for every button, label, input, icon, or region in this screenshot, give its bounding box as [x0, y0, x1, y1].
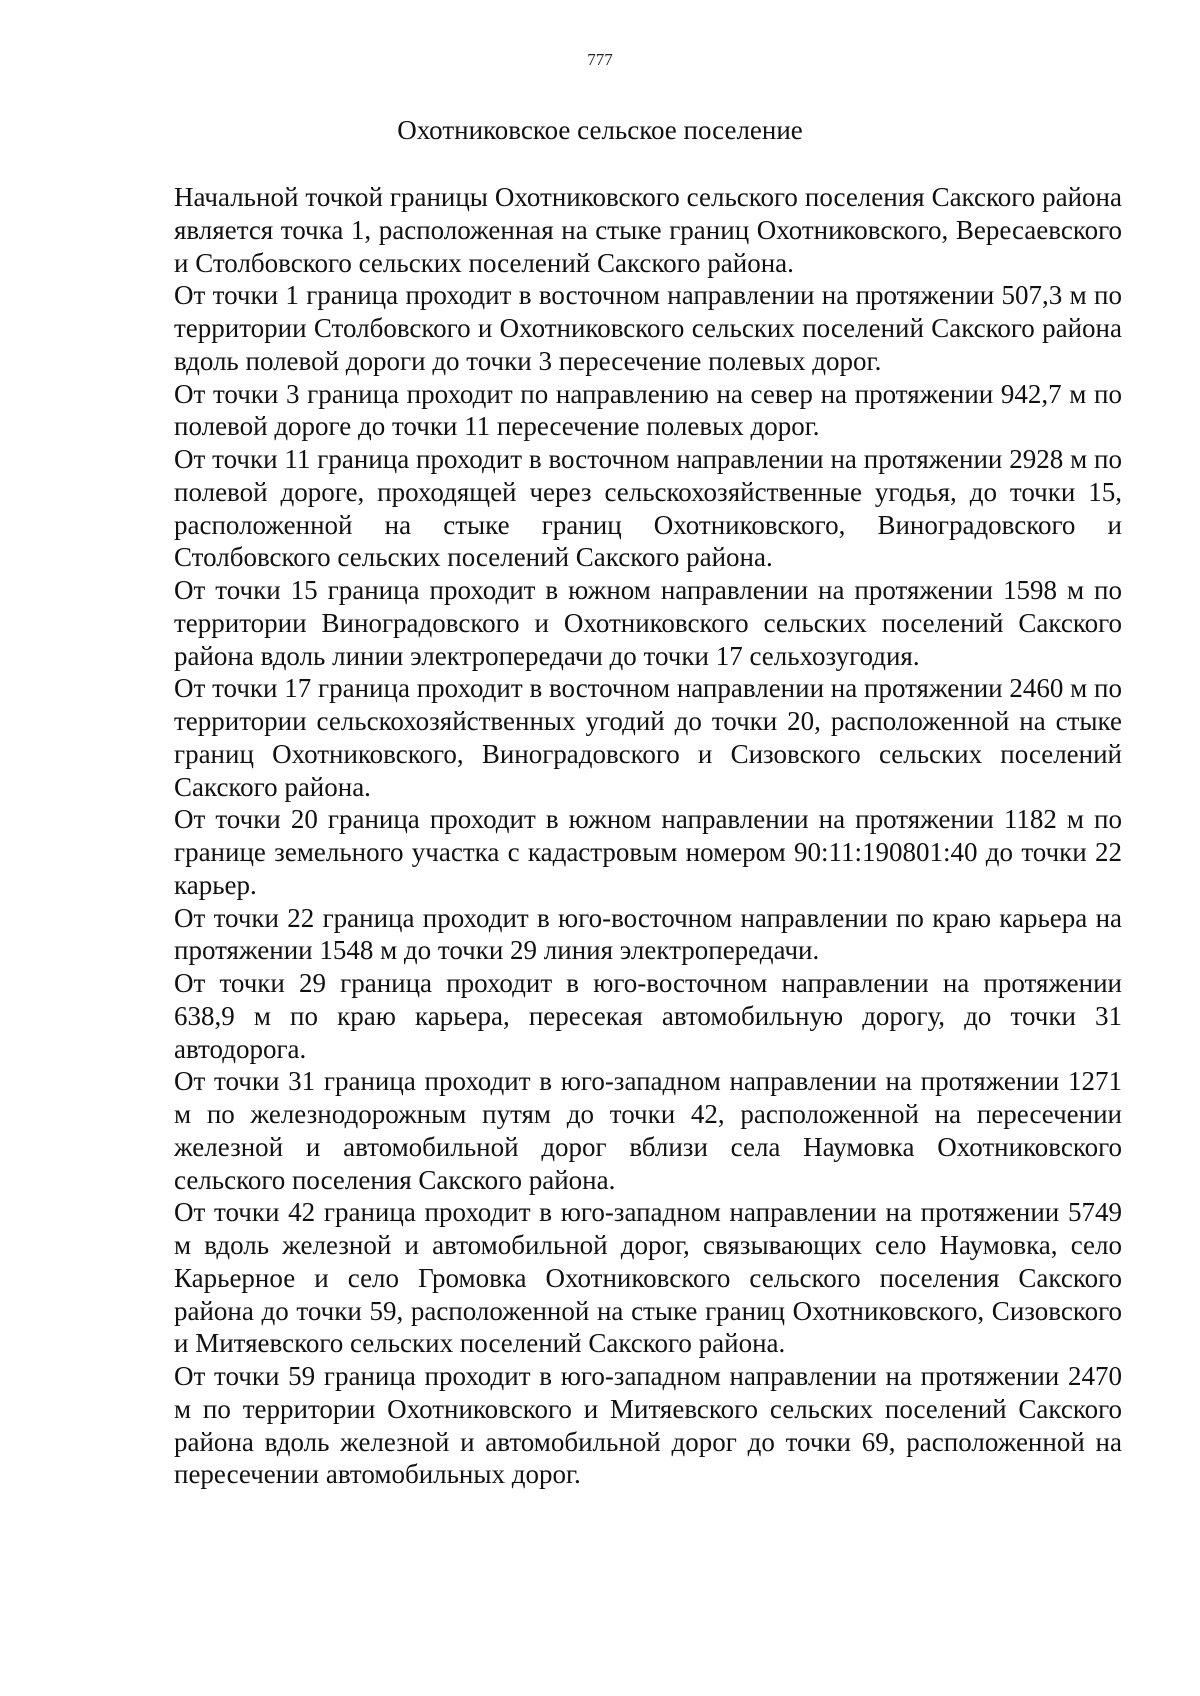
paragraph: От точки 17 граница проходит в восточном направлении на протяжении 2460 м по территории сельскохозяйственных угодий до точки 20, расположенной на стыке границ Охотниковского, Виноградовского и Сизовского сельских поселений Сакского района.	[174, 673, 1122, 802]
document-title: Охотниковское сельское поселение	[397, 115, 803, 145]
paragraph: От точки 22 граница проходит в юго-восточном направлении по краю карьера на протяжении 1548 м до точки 29 линия электропередачи.	[174, 902, 1122, 966]
paragraph: От точки 11 граница проходит в восточном направлении на протяжении 2928 м по полевой дороге, проходящей через сельскохозяйственные угодья, до точки 15, расположенной на стыке границ Охотниковского, Виноградовского и Столбовского сельских поселений Сакского района.	[174, 444, 1122, 573]
document-body	[174, 181, 1122, 1491]
paragraph: От точки 29 граница проходит в юго-восточном направлении на протяжении 638,9 м по краю карьера, пересекая автомобильную дорогу, до точки 31 автодорога.	[174, 968, 1122, 1064]
paragraph: От точки 15 граница проходит в южном направлении на протяжении 1598 м по территории Виноградовского и Охотниковского сельских поселений Сакского района вдоль линии электропередачи до точки 17 сельхозугодия.	[174, 575, 1122, 671]
page-number: 777	[587, 50, 613, 69]
paragraph: От точки 3 граница проходит по направлению на север на протяжении 942,7 м по полевой дороге до точки 11 пересечение полевых дорог.	[174, 378, 1122, 442]
paragraph: Начальной точкой границы Охотниковского сельского поселения Сакского района является точка 1, расположенная на стыке границ Охотниковского, Вересаевского и Столбовского сельских поселений Сакского района.	[174, 182, 1122, 278]
paragraph: От точки 31 граница проходит в юго-западном направлении на протяжении 1271 м по железнодорожным путям до точки 42, расположенной на пересечении железной и автомобильной дорог вблизи села Наумовка Охотниковского сельского поселения Сакского района.	[174, 1066, 1122, 1195]
paragraph: От точки 42 граница проходит в юго-западном направлении на протяжении 5749 м вдоль железной и автомобильной дорог, связывающих село Наумовка, село Карьерное и село Громовка Охотниковского сельского поселения Сакского района до точки 59, расположенной на стыке границ Охотниковского, Сизовского и Митяевского сельских поселений Сакского района.	[174, 1197, 1122, 1359]
paragraph: От точки 1 граница проходит в восточном направлении на протяжении 507,3 м по территории Столбовского и Охотниковского сельских поселений Сакского района вдоль полевой дороги до точки 3 пересечение полевых дорог.	[174, 280, 1122, 376]
paragraph: От точки 59 граница проходит в юго-западном направлении на протяжении 2470 м по территории Охотниковского и Митяевского сельских поселений Сакского района вдоль железной и автомобильной дорог до точки 69, расположенной на пересечении автомобильных дорог.	[174, 1361, 1122, 1490]
paragraph: От точки 20 граница проходит в южном направлении на протяжении 1182 м по границе земельного участка с кадастровым номером 90:11:190801:40 до точки 22 карьер.	[174, 804, 1122, 900]
